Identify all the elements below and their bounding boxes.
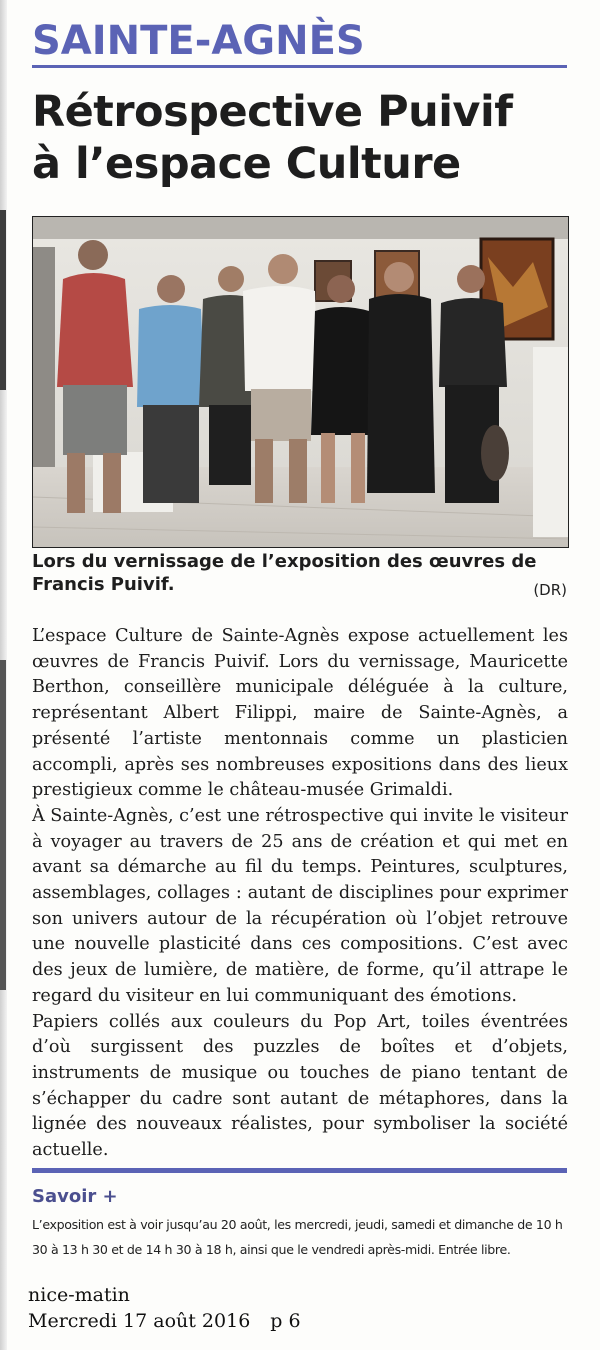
rubric-rule xyxy=(32,65,567,68)
headline xyxy=(32,86,572,190)
article-body xyxy=(32,624,568,1164)
adjacent-column-fragment xyxy=(0,660,6,990)
body-paragraph: À Sainte-Agnès, c’est une rétrospective qui invite le visiteur à voyager au travers de 25 ans de création et qui met en avant sa démarche au fil du temps. Peintures, sculptures, assemblages, collages : autant de disciplines pour exprimer son univers autour de la récupération où l’objet retrouve une nouvelle plasticité dans ces compositions. C’est avec des jeux de lumière, de matière, de forme, qu’il attrape le regard du visiteur en lui communiquant des émotions. xyxy=(32,805,568,1006)
publication-line xyxy=(28,1308,321,1334)
publication-date: Mercredi 17 août 2016 xyxy=(28,1310,251,1332)
body-paragraph: L’espace Culture de Sainte-Agnès expose actuellement les œuvres de Francis Puivif. Lors du vernissage, Mauricette Berthon, conseillère municipale déléguée à la culture, représentant Albert Filippi, maire de Sainte-Agnès, a présenté l’artiste mentonnais comme un plasticien accompli, après ses nombreuses expositions dans des lieux prestigieux comme le château-musée Grimaldi. xyxy=(32,626,568,801)
savoir-title: Savoir + xyxy=(32,1186,118,1207)
headline-line-1: Rétrospective Puivif xyxy=(32,87,513,137)
savoir-text: L’exposition est à voir jusqu’au 20 août, les mercredi, jeudi, samedi et dimanche de 10 h 30 à 13 h 30 et de 14 h 30 à 18 h, ainsi que le vendredi après-midi. Entrée libre. xyxy=(32,1217,563,1257)
body-paragraph: Papiers collés aux couleurs du Pop Art, toiles éventrées d’où surgissent des puzzles de boîtes et d’objets, instruments de musique ou touches de piano tentant de s’échapper du cadre sont autant de métaphores, dans la lignée des nouveaux réalistes, pour symboliser la société actuelle. xyxy=(32,1011,568,1161)
section-rubric: SAINTE-AGNÈS xyxy=(32,18,365,64)
publication-name: nice-matin xyxy=(28,1284,130,1306)
photo-caption: Lors du vernissage de l’exposition des œuvres de Francis Puivif. xyxy=(32,551,537,595)
savoir-rule xyxy=(32,1168,567,1173)
article-photo xyxy=(32,216,569,548)
headline-line-2: à l’espace Culture xyxy=(32,139,461,189)
group-photo-icon xyxy=(33,217,568,547)
source-info xyxy=(28,1282,321,1334)
publication-page: p 6 xyxy=(270,1310,301,1332)
photo-credit: (DR) xyxy=(533,581,567,599)
adjacent-column-fragment xyxy=(0,210,6,390)
